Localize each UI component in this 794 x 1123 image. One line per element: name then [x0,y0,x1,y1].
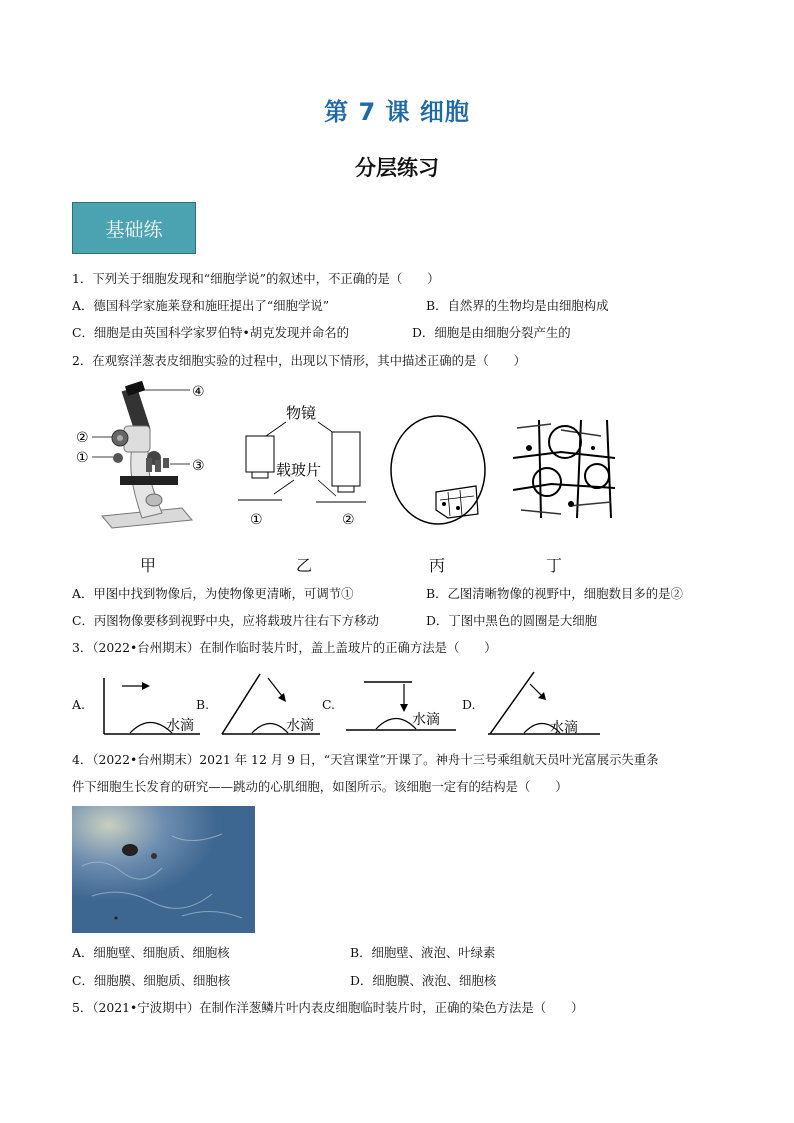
q1-option-a: A．德国科学家施莱登和施旺提出了“细胞学说” [72,298,330,313]
coverslip-option-d [484,666,604,742]
q5-stem: 5．（2021•宁波期中）在制作洋葱鳞片叶内表皮细胞临时装片时，正确的染色方法是（ ） [72,1000,584,1015]
lesson-title: 第 7 课 细胞 [324,98,470,126]
fig-label-ding: 丁 [546,556,563,575]
field-of-view-figure [388,414,490,528]
q2-option-d: D．丁图中黑色的圆圈是大细胞 [426,613,598,628]
fig-label-jia: 甲 [140,556,157,575]
q3-option-b-label: B. [196,697,210,712]
section-badge: 基础练 [72,202,196,254]
objective-lens-figure [236,400,372,532]
q4-option-d: D．细胞膜、液泡、细胞核 [350,973,497,988]
heart-cell-photo [72,806,255,933]
q3-stem: 3．（2022•台州期末）在制作临时装片时，盖上盖玻片的正确方法是（ ） [72,640,497,655]
q3-option-c-label: C. [322,697,335,712]
q2-option-c: C．丙图物像要移到视野中央，应将载玻片往右下方移动 [72,613,379,628]
q3-option-d-label: D. [462,697,476,712]
scope-mark-3: ③ [192,458,205,474]
q4-option-a: A．细胞壁、细胞质、细胞核 [72,945,230,960]
fig-label-bing: 丙 [429,556,446,575]
q1-option-c: C．细胞是由英国科学家罗伯特•胡克发现并命名的 [72,325,349,340]
scope-mark-4: ④ [192,384,205,400]
lens-label: 物镜 [286,404,317,422]
drop-label-c: 水滴 [412,712,440,728]
coverslip-option-c [340,672,460,742]
q1-option-b: B．自然界的生物均是由细胞构成 [426,298,609,313]
microscope-figure [72,378,222,538]
q3-option-a-label: A. [72,697,85,712]
lens-mark-1: ① [250,512,263,528]
lens-mark-2: ② [342,512,355,528]
page-subtitle: 分层练习 [355,156,439,180]
q4-option-c: C．细胞膜、细胞质、细胞核 [72,973,231,988]
slide-label: 载玻片 [276,461,322,479]
coverslip-option-a [94,672,204,742]
cells-bubbles-figure [511,418,619,520]
q2-option-b: B．乙图清晰物像的视野中，细胞数目多的是② [426,586,683,601]
q4-stem-line2: 件下细胞生长发育的研究——跳动的心肌细胞，如图所示。该细胞一定有的结构是（ ） [72,779,568,794]
drop-label-d: 水滴 [550,720,578,736]
q4-option-b: B．细胞壁、液泡、叶绿素 [350,945,496,960]
q2-option-a: A．甲图中找到物像后，为使物像更清晰，可调节① [72,586,354,601]
drop-label-a: 水滴 [166,718,194,734]
q4-stem-line1: 4．（2022•台州期末）2021 年 12 月 9 日，“天宫课堂”开课了。神舟十三号乘组航天员叶光富展示失重条 [72,752,659,767]
scope-mark-1: ① [76,450,89,466]
scope-mark-2: ② [76,430,89,446]
coverslip-option-b [214,668,324,742]
drop-label-b: 水滴 [286,718,314,734]
q1-option-d: D．细胞是由细胞分裂产生的 [412,325,571,340]
q2-stem: 2．在观察洋葱表皮细胞实验的过程中，出现以下情形，其中描述正确的是（ ） [72,353,526,368]
q1-stem: 1．下列关于细胞发现和“细胞学说”的叙述中，不正确的是（ ） [72,271,440,286]
fig-label-yi: 乙 [296,556,313,575]
